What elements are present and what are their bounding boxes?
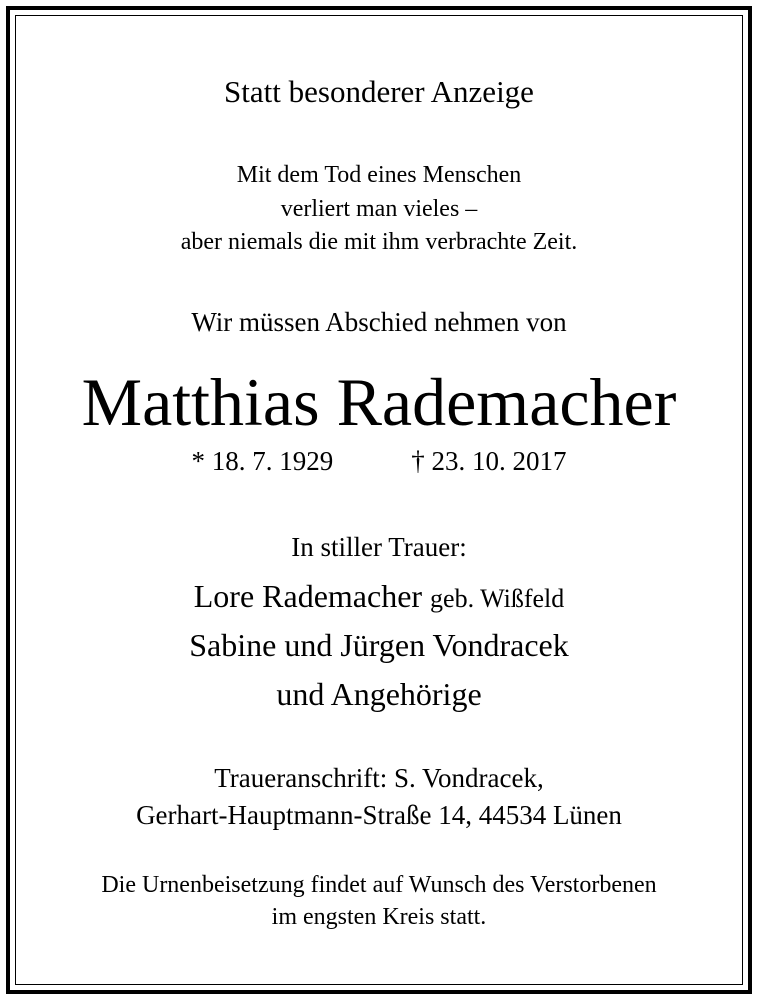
mourner-maiden-name: geb. Wißfeld bbox=[430, 584, 565, 613]
inner-border bbox=[15, 15, 743, 985]
life-dates bbox=[0, 448, 758, 475]
quote-line-2: verliert man vieles – bbox=[280, 196, 478, 222]
quote-line-3: aber niemals die mit ihm verbrachte Zeit. bbox=[180, 229, 578, 255]
mourning-intro: In stiller Trauer: bbox=[291, 532, 467, 562]
mourner-1 bbox=[0, 580, 758, 612]
mourning-address-line-2: Gerhart-Hauptmann-Straße 14, 44534 Lünen bbox=[136, 800, 622, 830]
mourner-2: Sabine und Jürgen Vondracek bbox=[189, 627, 569, 663]
deceased-name: Matthias Rademacher bbox=[81, 364, 677, 440]
burial-note-line-1: Die Urnenbeisetzung findet auf Wunsch des Verstorbenen bbox=[101, 872, 657, 898]
quote-line-1: Mit dem Tod eines Menschen bbox=[236, 162, 522, 188]
burial-note-line-2: im engsten Kreis statt. bbox=[271, 904, 487, 930]
notice-heading: Statt besonderer Anzeige bbox=[224, 74, 534, 109]
mourner-3: und Angehörige bbox=[276, 676, 482, 712]
birth-date: * 18. 7. 1929 bbox=[191, 446, 334, 476]
death-date: † 23. 10. 2017 bbox=[411, 446, 567, 476]
farewell-line: Wir müssen Abschied nehmen von bbox=[191, 307, 567, 337]
mourner-name: Lore Rademacher bbox=[193, 578, 423, 614]
mourning-address-line-1: Traueranschrift: S. Vondracek, bbox=[214, 763, 544, 793]
